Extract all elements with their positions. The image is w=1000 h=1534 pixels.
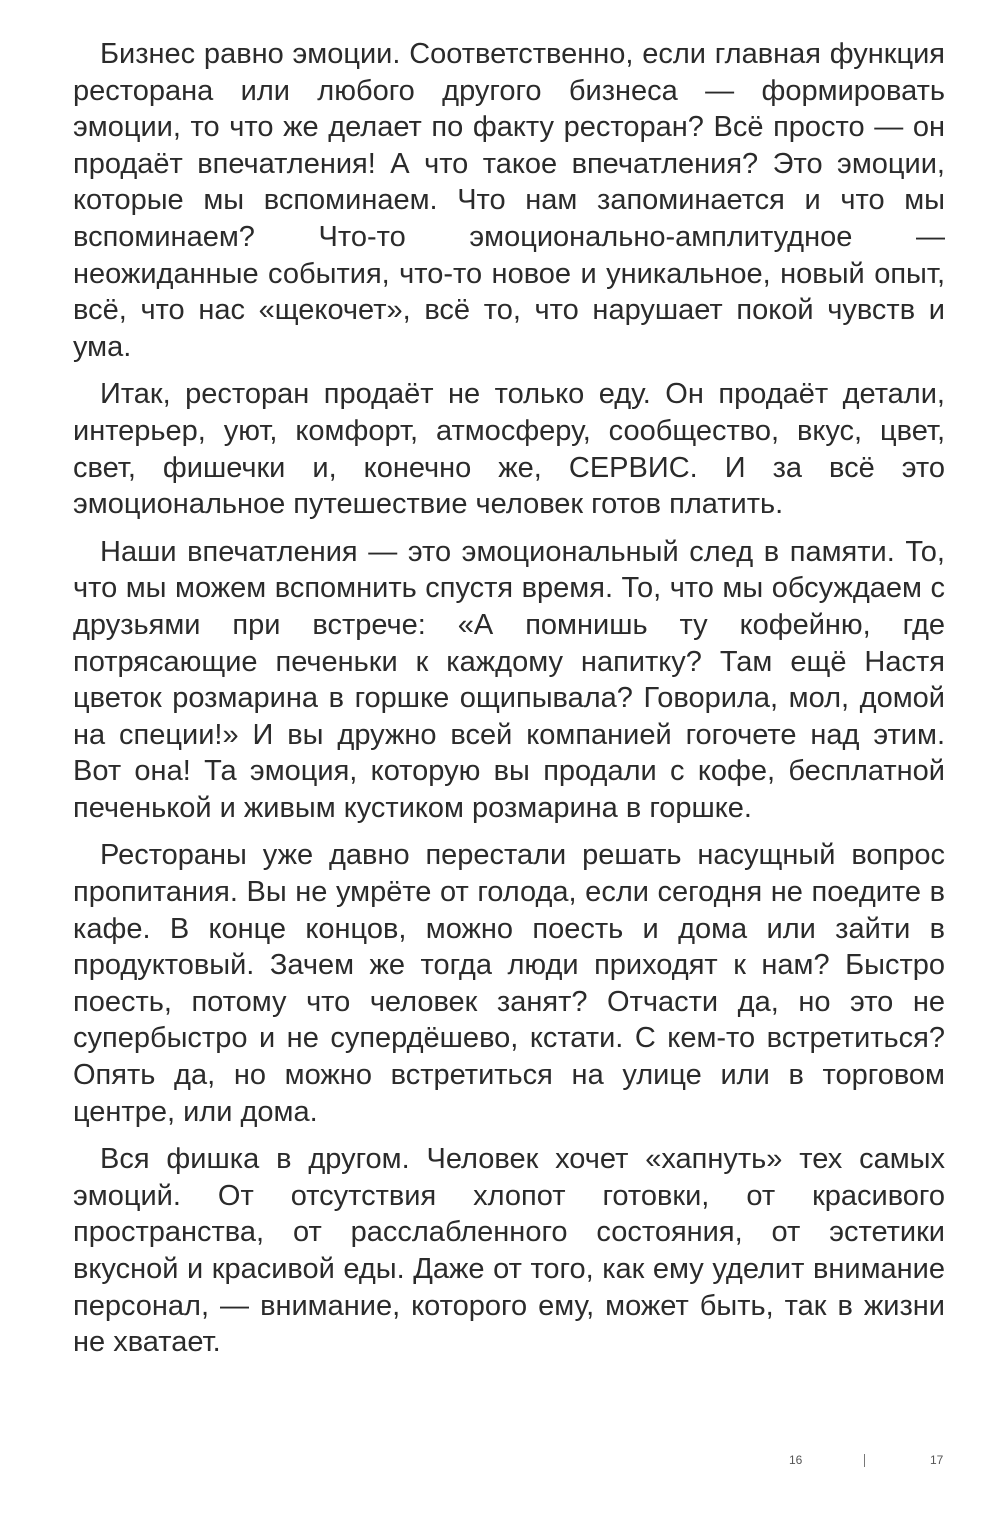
page-number-left: 16 <box>789 1453 803 1467</box>
paragraph-5: Вся фишка в другом. Человек хочет «хапнуть» тех самых эмоций. От отсутствия хлопот готовки, от красивого пространства, от расслабленного состояния, от эстетики вкусной и красивой еды. Даже от того, как ему уделит внимание персонал, — внимание, которого ему, может быть, так в жизни не хватает. <box>73 1143 945 1359</box>
page-number-divider <box>864 1454 865 1467</box>
paragraph-1: Бизнес равно эмоции. Соответственно, если главная функция ресторана или любого другого бизнеса — формировать эмоции, то что же делает по факту ресторан? Всё просто — он продаёт впечатления! А что такое впечатления? Это эмоции, которые мы вспоминаем. Что нам запоминается и что мы вспоминаем? Что-то эмоционально-амплитудное — неожиданные события, что-то новое и уникальное, новый опыт, всё, что нас «щекочет», всё то, что нарушает покой чувств и ума. <box>73 38 945 363</box>
paragraph-2: Итак, ресторан продаёт не только еду. Он продаёт детали, интерьер, уют, комфорт, атмосферу, сообщество, вкус, цвет, свет, фишечки и, конечно же, СЕРВИС. И за всё это эмоциональное путешествие человек готов платить. <box>73 378 945 521</box>
page-footer <box>0 1453 1000 1473</box>
paragraph-4: Рестораны уже давно перестали решать насущный вопрос пропитания. Вы не умрёте от голода, если сегодня не поедите в кафе. В конце концов, можно поесть и дома или зайти в продуктовый. Зачем же тогда люди приходят к нам? Быстро поесть, потому что человек занят? Отчасти да, но это не супербыстро и не супердёшево, кстати. С кем-то встретиться? Опять да, но можно встретиться на улице или в торговом центре, или дома. <box>73 839 945 1128</box>
book-page-text <box>73 36 945 1372</box>
page-number-right: 17 <box>930 1453 944 1467</box>
paragraph-3: Наши впечатления — это эмоциональный след в памяти. То, что мы можем вспомнить спустя время. То, что мы обсуждаем с друзьями при встрече: «А помнишь ту кофейню, где потрясающие печеньки к каждому напитку? Там ещё Настя цветок розмарина в горшке ощипывала? Говорила, мол, домой на специи!» И вы дружно всей компанией гогочете над этим. Вот она! Та эмоция, которую вы продали с кофе, бесплатной печенькой и живым кустиком розмарина в горшке. <box>73 535 945 824</box>
